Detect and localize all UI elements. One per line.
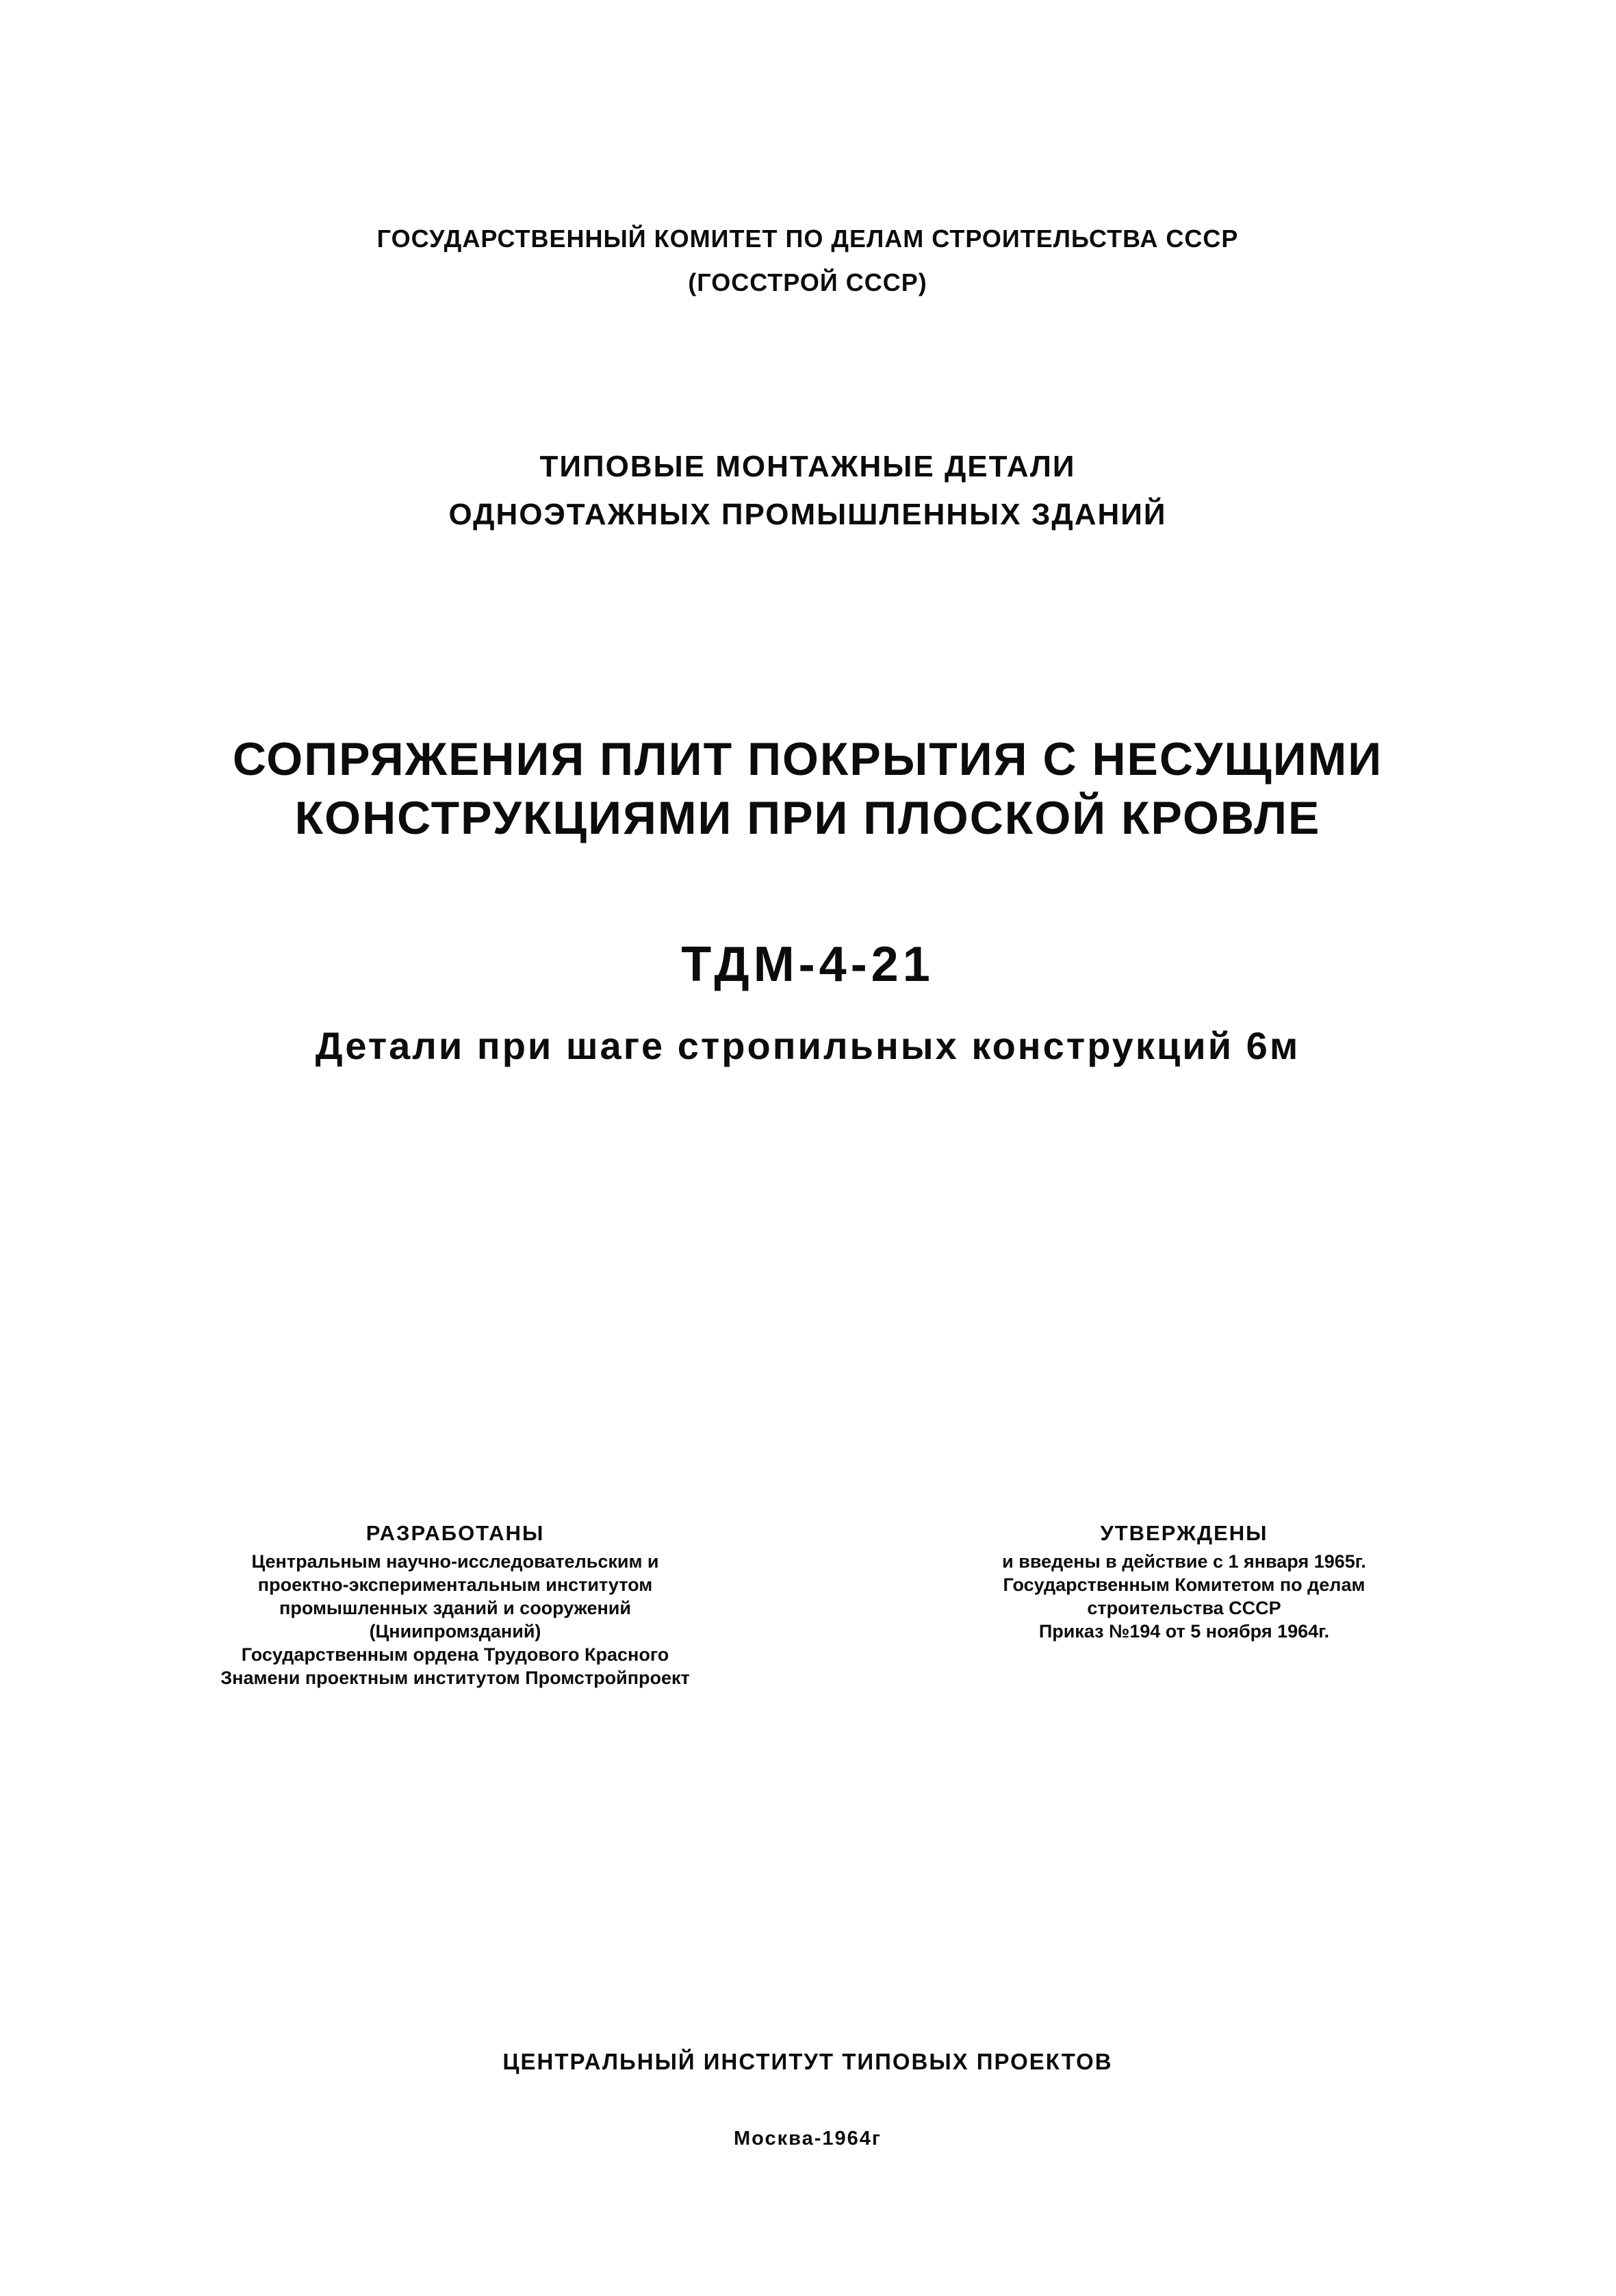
developed-by-block xyxy=(140,1521,770,1689)
approved-by-block xyxy=(917,1521,1451,1643)
document-code: ТДМ-4-21 xyxy=(681,937,934,992)
committee-abbreviation: (ГОССТРОЙ СССР) xyxy=(688,268,927,296)
developed-line: Центральным научно-исследовательским и xyxy=(251,1551,659,1572)
document-title-line-1: СОПРЯЖЕНИЯ ПЛИТ ПОКРЫТИЯ С НЕСУЩИМИ xyxy=(232,733,1383,785)
series-title-line-2: ОДНОЭТАЖНЫХ ПРОМЫШЛЕННЫХ ЗДАНИЙ xyxy=(448,498,1167,531)
developed-line: (Цниипромзданий) xyxy=(369,1621,541,1642)
approved-line: Приказ №194 от 5 ноября 1964г. xyxy=(1038,1621,1330,1642)
developed-heading: РАЗРАБОТАНЫ xyxy=(365,1521,545,1545)
series-title-line-1: ТИПОВЫЕ МОНТАЖНЫЕ ДЕТАЛИ xyxy=(539,450,1076,483)
developed-line: Знамени проектным институтом Промстройпроект xyxy=(220,1668,690,1688)
approved-heading: УТВЕРЖДЕНЫ xyxy=(1100,1521,1268,1545)
developed-line: промышленных зданий и сооружений xyxy=(279,1598,631,1618)
document-subtitle: Детали при шаге стропильных конструкций 6м xyxy=(315,1024,1300,1067)
developed-line: проектно-экспериментальным институтом xyxy=(257,1574,653,1595)
developed-line: Государственным ордена Трудового Красного xyxy=(241,1644,669,1665)
document-title-line-2: КОНСТРУКЦИЯМИ ПРИ ПЛОСКОЙ КРОВЛЕ xyxy=(294,792,1321,844)
approved-line: и введены в действие с 1 января 1965г. xyxy=(1002,1551,1366,1572)
approved-line: Государственным Комитетом по делам xyxy=(1003,1574,1365,1595)
approved-line: строительства СССР xyxy=(1087,1598,1281,1618)
committee-name: ГОСУДАРСТВЕННЫЙ КОМИТЕТ ПО ДЕЛАМ СТРОИТЕЛЬСТВА СССР xyxy=(376,225,1239,253)
publisher-name: ЦЕНТРАЛЬНЫЙ ИНСТИТУТ ТИПОВЫХ ПРОЕКТОВ xyxy=(502,2049,1113,2074)
place-and-year: Москва-1964г xyxy=(734,2128,882,2150)
